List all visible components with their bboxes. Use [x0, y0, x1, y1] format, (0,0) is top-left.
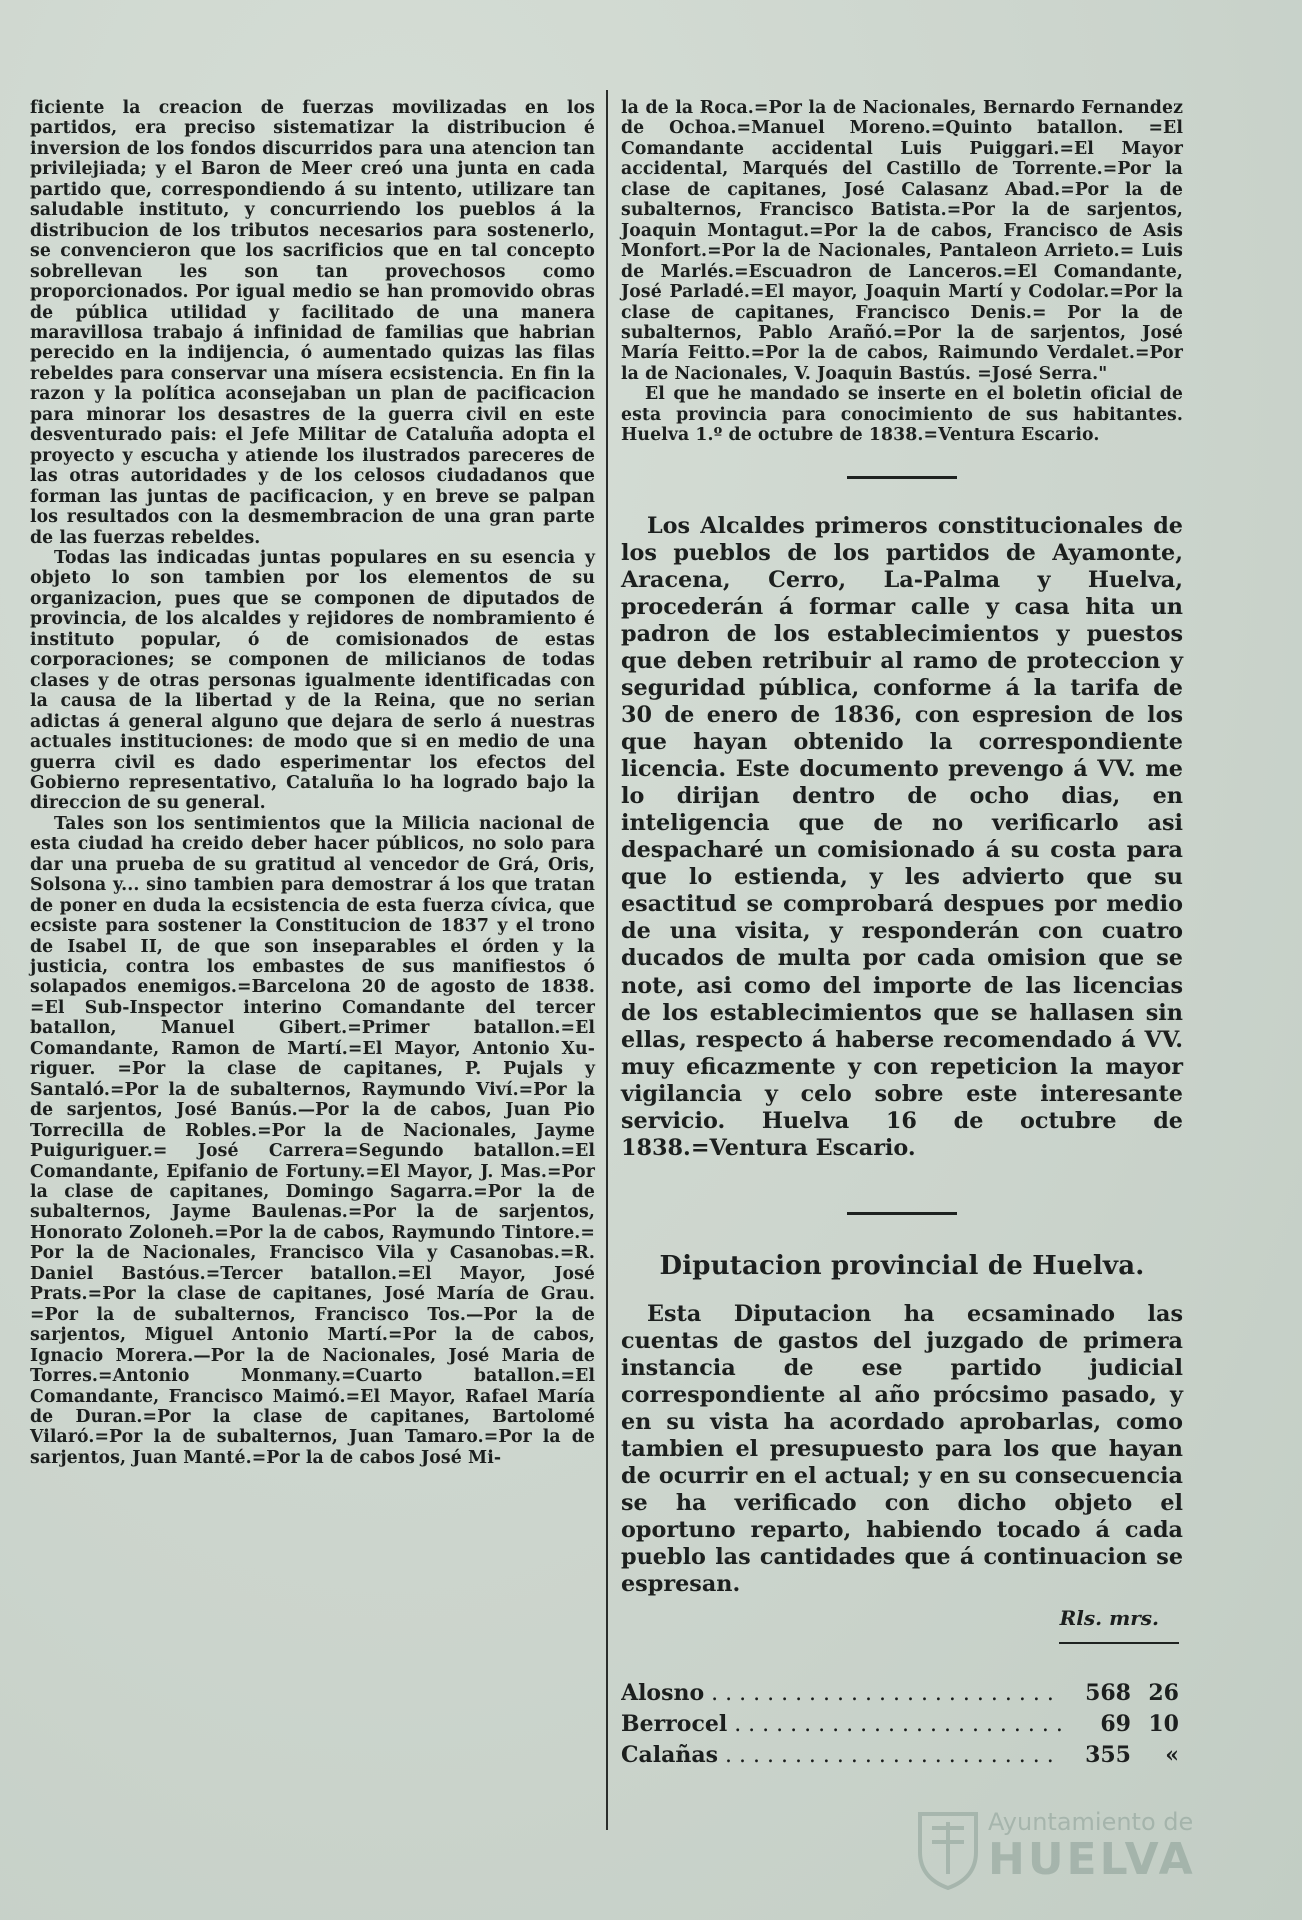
reales-value: 355	[1085, 1742, 1131, 1769]
table-row	[621, 1678, 1179, 1709]
totals-rule	[1059, 1642, 1179, 1644]
units-header: Rls. mrs.	[1059, 1606, 1159, 1631]
right-column	[621, 98, 1183, 1771]
section-heading: Diputacion provincial de Huelva.	[659, 1250, 1145, 1281]
coat-of-arms-icon	[916, 1808, 980, 1890]
archive-watermark	[880, 1808, 1260, 1898]
left-column	[30, 98, 595, 1468]
maravedis-value: 26	[1148, 1680, 1179, 1707]
town-name: Alosno . . .	[621, 1678, 1061, 1709]
section-divider	[847, 476, 957, 479]
town-name: Berrocel . . .	[621, 1709, 1061, 1740]
diputacion-text: Esta Diputacion ha ecsaminado las cuentas de gastos del juzgado de primera instancia de ese partido judicial correspondiente al año prócsimo pasado, y en su vista ha acordado aprobarlas, como tambien el presupuesto para los que hayan de ocurrir en el actual; y en su consecuencia se ha verificado con dicho objeto el oportuno reparto, habiendo tocado á cada pueblo las cantidades que á continuacion se espresan.	[621, 1300, 1183, 1598]
table-row	[621, 1740, 1179, 1771]
maravedis-value: 10	[1148, 1711, 1179, 1738]
publication-decree: El que he mandado se inserte en el boletin oficial de esta provincia para conocimiento de sus habitantes. Huelva 1.º de octubre de 1838.=Ventura Escario.	[621, 384, 1183, 446]
watermark-line-1: Ayuntamiento de	[988, 1808, 1194, 1836]
watermark-line-2: HUELVA	[988, 1834, 1196, 1885]
town-name: Calañas . . .	[621, 1740, 1061, 1771]
column-divider	[606, 90, 608, 1830]
signatories-continuation: la de la Roca.=Por la de Nacionales, Bernardo Fernandez de Ochoa.=Manuel Moreno.=Quinto batallon. =El Comandante accidental Luis Puiggari.=El Mayor accidental, Marqués del Castillo de Torrente.=Por la clase de capitanes, José Calasanz Abad.=Por la de subalternos, Francisco Batista.=Por la de sarjentos, Joaquin Montagut.=Por la de cabos, Francisco de Asis Monfort.=Por la de Nacionales, Pantaleon Arrieto.= Luis de Marlés.=Escuadron de Lanceros.=El Comandante, José Parladé.=El mayor, Joaquin Martí y Codolar.=Por la clase de capitanes, Francisco Denis.= Por la de subalternos, Pablo Arañó.=Por la de sarjentos, José María Feitto.=Por la de cabos, Raimundo Verdalet.=Por la de Nacionales, V. Joaquin Bastús. =José Serra."	[621, 98, 1183, 384]
paragraph-3: Tales son los sentimientos que la Milicia nacional de esta ciudad ha creido deber hacer públicos, no solo para dar una prueba de su gratitud al vencedor de Grá, Oris, Solsona y... sino tambien para demostrar á los que tratan de poner en duda la ecsistencia de esta fuerza cívica, que ecsiste para sostener la Constitucion de 1837 y el trono de Isabel II, de que son inseparables el órden y la justicia, contra los embastes de sus manifiestos ó solapados enemigos.=Barcelona 20 de agosto de 1838. =El Sub-Inspector interino Comandante del tercer batallon, Manuel Gibert.=Primer batallon.=El Comandante, Ramon de Martí.=El Mayor, Antonio Xu-riguer. =Por la clase de capitanes, P. Pujals y Santaló.=Por la de subalternos, Raymundo Viví.=Por la de sarjentos, José Banús.—Por la de cabos, Juan Pio Torrecilla de Robles.=Por la de Nacionales, Jayme Puiguriguer.= José Carrera=Segundo batallon.=El Comandante, Epifanio de Fortuny.=El Mayor, J. Mas.=Por la clase de capitanes, Domingo Sagarra.=Por la de subalternos, Jayme Baulenas.=Por la de sarjentos, Honorato Zoloneh.=Por la de cabos, Raymundo Tintore.= Por la de Nacionales, Francisco Vila y Casanobas.=R. Daniel Bastóus.=Tercer batallon.=El Mayor, José Prats.=Por la clase de capitanes, José María de Grau. =Por la de subalternos, Francisco Tos.—Por la de sarjentos, Miguel Antonio Martí.=Por la de cabos, Ignacio Morera.—Por la de Nacionales, José Maria de Torres.=Antonio Monmany.=Cuarto batallon.=El Comandante, Francisco Maimó.=El Mayor, Rafael María de Duran.=Por la clase de capitanes, Bartolomé Vilaró.=Por la de subalternos, Juan Tamaro.=Por la de sarjentos, Juan Manté.=Por la de cabos José Mi-	[30, 813, 595, 1468]
section-divider	[847, 1212, 957, 1215]
reales-value: 568	[1085, 1680, 1131, 1707]
paragraph-1: ficiente la creacion de fuerzas movilizadas en los partidos, era preciso sistematizar la distribucion é inversion de los fondos discurridos para una atencion tan privilejiada; y el Baron de Meer creó una junta en cada partido que, correspondiendo á su intento, utilizare tan saludable instituto, y concurriendo los pueblos á la distribucion de los tributos necesarios para sostenerlo, se convencieron que los sacrificios que en tal concepto sobrellevan les son tan provechosos como proporcionados. Por igual medio se han promovido obras de pública utilidad y facilitado de una manera maravillosa trabajo á infinidad de familias que habrian perecido en la indijencia, ó aumentado quizas las filas rebeldes para conservar una mísera ecsistencia. En fin la razon y la política aconsejaban un plan de pacificacion para minorar los desastres de la guerra civil en este desventurado pais: el Jefe Militar de Cataluña adopta el proyecto y escucha y atiende los ilustrados pareceres de las otras autoridades y de los celosos ciudadanos que forman las juntas de pacificacion, y en breve se palpan los resultados con la desmembracion de una gran parte de las fuerzas rebeldes.	[30, 98, 595, 548]
table-row	[621, 1709, 1179, 1740]
reales-value: 69	[1100, 1711, 1131, 1738]
maravedis-value: «	[1165, 1742, 1179, 1769]
alcaldes-notice: Los Alcaldes primeros constitucionales de los pueblos de los partidos de Ayamonte, Aracena, Cerro, La-Palma y Huelva, procederán á formar calle y casa hita un padron de los establecimientos y puestos que deben retribuir al ramo de proteccion y seguridad pública, conforme á la tarifa de 30 de enero de 1836, con espresion de los que hayan obtenido la correspondiente licencia. Este documento prevengo á VV. me lo dirijan dentro de ocho dias, en inteligencia que de no verificarlo asi despacharé un comisionado á su costa para que lo estienda, y les advierto que su esactitud se comprobará despues por medio de una visita, y responderán con cuatro ducados de multa por cada omision que se note, asi como del importe de las licencias de los establecimientos que se hallasen sin ellas, respecto á haberse recomendado á VV. muy eficazmente y con repeticion la mayor vigilancia y celo sobre este interesante servicio. Huelva 16 de octubre de 1838.=Ventura Escario.	[621, 512, 1183, 1161]
paragraph-2: Todas las indicadas juntas populares en su esencia y objeto lo son tambien por los elementos de su organizacion, pues que se componen de diputados de provincia, de los alcaldes y rejidores de nombramiento é instituto popular, ó de comisionados de estas corporaciones; se componen de milicianos de todas clases y de otras personas igualmente identificadas con la causa de la libertad y de la Reina, que no serian adictas á general alguno que dejara de serlo á nuestras actuales instituciones: de modo que si en medio de una guerra civil es dado esperimentar los efectos del Gobierno representativo, Cataluña lo ha logrado bajo la direccion de su general.	[30, 547, 595, 814]
